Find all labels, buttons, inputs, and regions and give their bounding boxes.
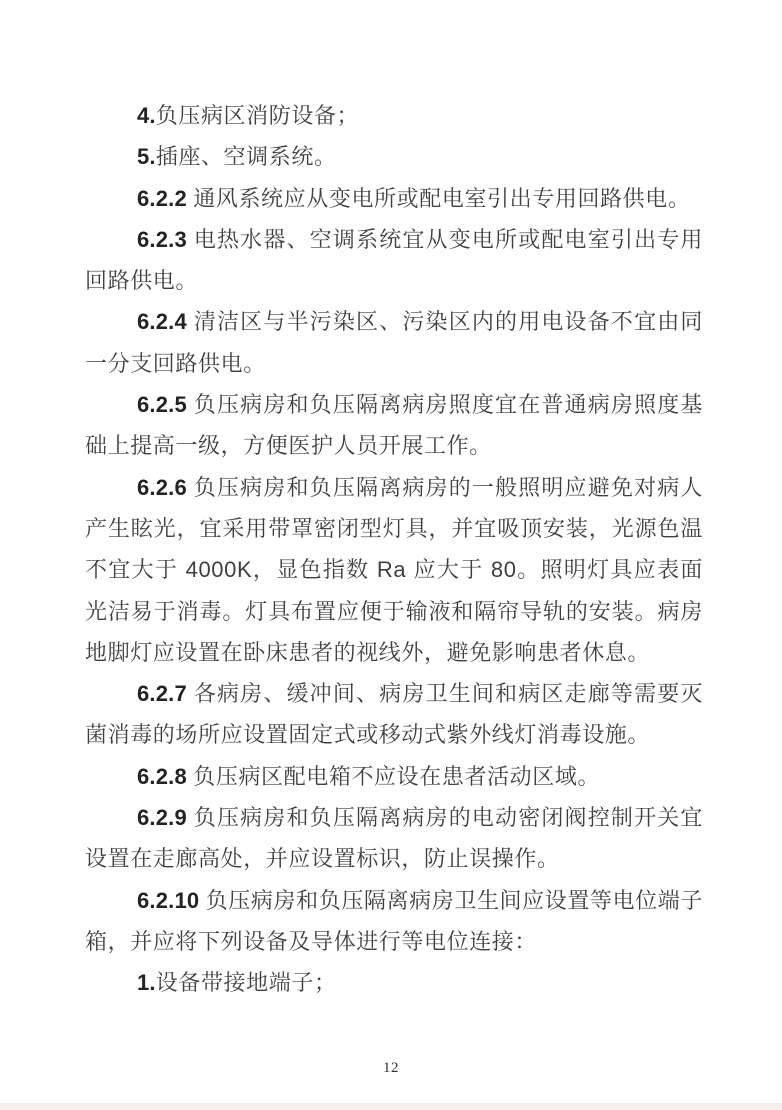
clause: [85, 756, 703, 797]
clause: [85, 136, 703, 177]
clause: [85, 219, 703, 302]
clause-number: 6.2.7: [137, 681, 194, 707]
page-number: 12: [383, 1060, 399, 1076]
clause-number: 6.2.2: [137, 185, 194, 211]
clause-number: 4.: [137, 103, 156, 128]
clause-number: 6.2.4: [137, 309, 194, 335]
clause-text: 清洁区与半污染区、污染区内的用电设备不宜由同一分支回路供电。: [85, 309, 704, 376]
clause: [85, 880, 703, 963]
clause: [85, 178, 703, 219]
clause-number: 1.: [137, 970, 156, 996]
clause: [85, 95, 703, 136]
clause-text: 负压病房和负压隔离病房的电动密闭阀控制开关宜设置在走廊高处，并应设置标识，防止误操作。: [85, 805, 704, 872]
clause: [85, 962, 703, 1003]
clause-text: 负压病房和负压隔离病房的一般照明应避免对病人产生眩光，宜采用带罩密闭型灯具，并宜吸顶安装，光源色温不宜大于 4000K，显色指数 Ra 应大于 80。照明灯具应表面光洁易于消毒。灯具布置应便于输液和隔帘导轨的安装。病房地脚灯应设置在卧床患者的视线外，避免影响患者休息。: [85, 474, 704, 665]
clause-text: 负压病房和负压隔离病房照度宜在普通病房照度基础上提高一级，方便医护人员开展工作。: [85, 392, 704, 459]
clause-number: 6.2.6: [137, 474, 194, 500]
clause-number: 6.2.5: [137, 392, 194, 418]
clause-text: 插座、空调系统。: [155, 144, 337, 170]
clause: [85, 797, 703, 880]
clause-text: 电热水器、空调系统宜从变电所或配电室引出专用回路供电。: [85, 226, 704, 294]
clause-number: 6.2.10: [137, 887, 206, 913]
clause: [85, 467, 703, 673]
clause-text: 负压病房和负压隔离病房卫生间应设置等电位端子箱，并应将下列设备及导体进行等电位连接：: [85, 887, 703, 954]
clause-text: 通风系统应从变电所或配电室引出专用回路供电。: [193, 185, 691, 211]
clause-number: 6.2.9: [137, 805, 194, 831]
clause-text: 负压病区消防设备；: [155, 103, 360, 128]
clause-text: 设备带接地端子；: [155, 970, 337, 996]
scan-edge-artifact: [0, 1103, 782, 1110]
clause: [85, 673, 703, 756]
clause-number: 6.2.3: [137, 226, 194, 252]
clause-number: 6.2.8: [137, 763, 194, 789]
clause-number: 5.: [137, 144, 156, 170]
clause: [85, 301, 703, 384]
clause-text: 各病房、缓冲间、病房卫生间和病区走廊等需要灭菌消毒的场所应设置固定式或移动式紫外线灯消毒设施。: [85, 681, 704, 748]
document-body: [85, 95, 703, 1004]
clause: [85, 384, 703, 467]
clause-text: 负压病区配电箱不应设在患者活动区域。: [193, 763, 601, 789]
